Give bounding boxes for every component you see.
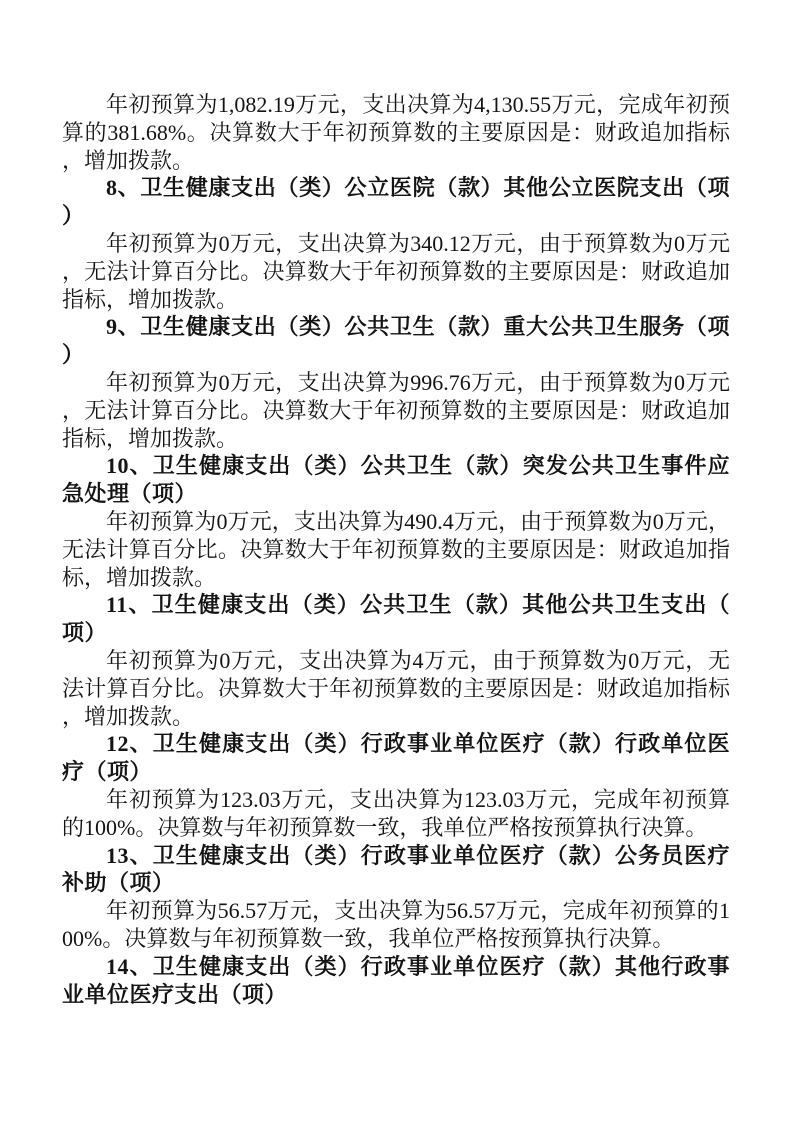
budget-note-paragraph-item9: 年初预算为0万元，支出决算为996.76万元，由于预算数为0万元，无法计算百分比。决算数大于年初预算数的主要原因是：财政追加指标，增加拨款。: [62, 369, 730, 451]
budget-note-paragraph-item10: 年初预算为0万元，支出决算为490.4万元，由于预算数为0万元，无法计算百分比。决算数大于年初预算数的主要原因是：财政追加指标，增加拨款。: [62, 508, 730, 590]
budget-note-paragraph-item7: 年初预算为1,082.19万元，支出决算为4,130.55万元，完成年初预算的381.68%。决算数大于年初预算数的主要原因是：财政追加指标，增加拨款。: [62, 92, 730, 173]
budget-note-paragraph-item13: 年初预算为56.57万元，支出决算为56.57万元，完成年初预算的100%。决算数与年初预算数一致，我单位严格按预算执行决算。: [62, 898, 730, 951]
section-heading-11: 11、卫生健康支出（类）公共卫生（款）其他公共卫生支出（项）: [62, 592, 730, 646]
section-heading-13: 13、卫生健康支出（类）行政事业单位医疗（款）公务员医疗补助（项）: [62, 842, 730, 896]
budget-note-paragraph-item12: 年初预算为123.03万元，支出决算为123.03万元，完成年初预算的100%。决算数与年初预算数一致，我单位严格按预算执行决算。: [62, 786, 730, 840]
section-heading-14: 14、卫生健康支出（类）行政事业单位医疗（款）其他行政事业单位医疗支出（项）: [62, 953, 730, 1007]
section-heading-9: 9、卫生健康支出（类）公共卫生（款）重大公共卫生服务（项）: [62, 314, 730, 368]
section-heading-10: 10、卫生健康支出（类）公共卫生（款）突发公共卫生事件应急处理（项）: [62, 453, 730, 507]
section-heading-12: 12、卫生健康支出（类）行政事业单位医疗（款）行政单位医疗（项）: [62, 731, 730, 785]
section-heading-8: 8、卫生健康支出（类）公立医院（款）其他公立医院支出（项）: [62, 175, 730, 229]
budget-note-paragraph-item8: 年初预算为0万元，支出决算为340.12万元，由于预算数为0万元，无法计算百分比。决算数大于年初预算数的主要原因是：财政追加指标，增加拨款。: [62, 230, 730, 312]
budget-note-paragraph-item11: 年初预算为0万元，支出决算为4万元，由于预算数为0万元，无法计算百分比。决算数大于年初预算数的主要原因是：财政追加指标，增加拨款。: [62, 647, 730, 729]
